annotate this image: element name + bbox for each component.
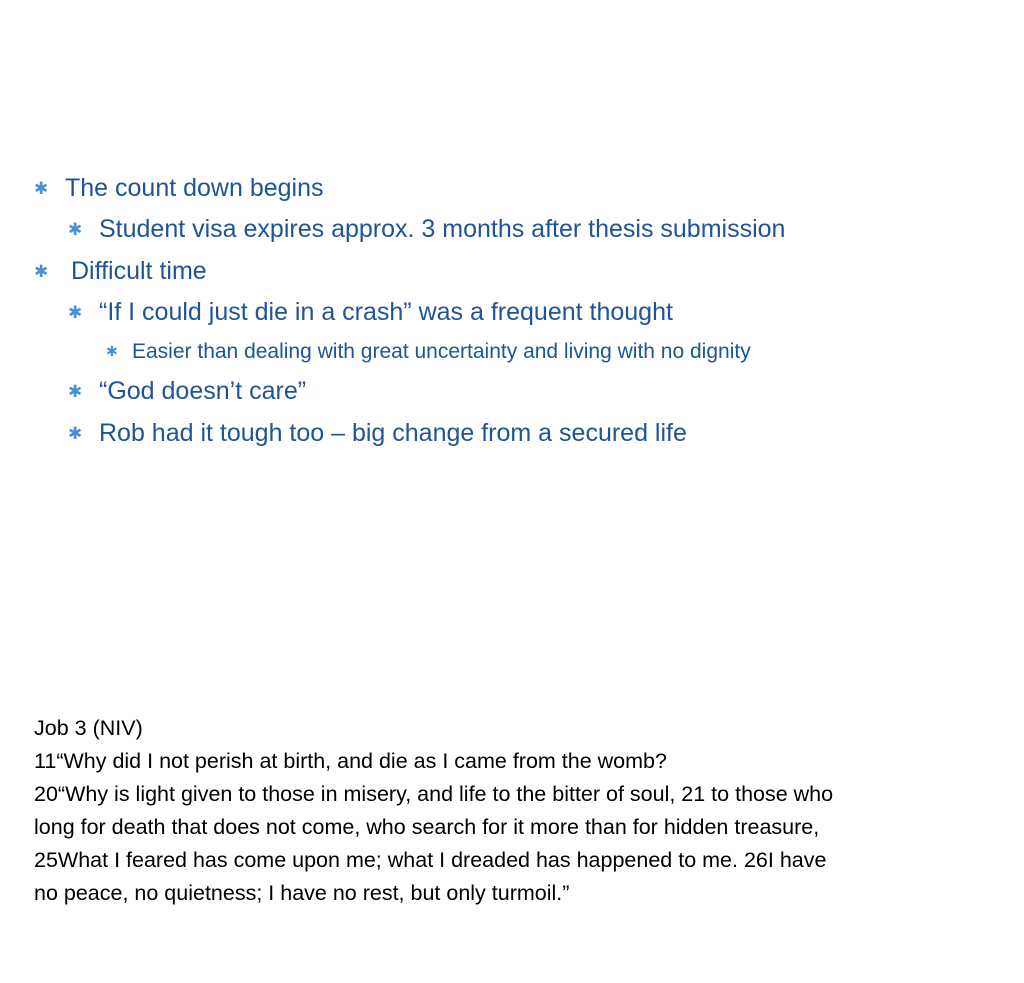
scripture-line: 25What I feared has come upon me; what I dreaded has happened to me. 26I have [34,848,827,872]
asterisk-icon: ✱ [68,423,83,444]
bullet-item [34,257,207,286]
bullet-text: Student visa expires approx. 3 months after thesis submission [99,215,786,243]
bullet-item [68,215,785,244]
bullet-text: Rob had it tough too – big change from a secured life [99,419,687,447]
bullet-text: “If I could just die in a crash” was a frequent thought [99,298,673,326]
asterisk-icon: ✱ [106,344,118,360]
asterisk-icon: ✱ [68,302,83,323]
bullet-text: The count down begins [65,174,324,202]
bullet-text: Difficult time [71,257,207,285]
scripture-line: no peace, no quietness; I have no rest, but only turmoil.” [34,881,570,905]
asterisk-icon: ✱ [68,381,83,402]
asterisk-icon: ✱ [34,261,49,282]
bullet-text: Easier than dealing with great uncertainty and living with no dignity [132,340,751,363]
bullet-item [106,340,751,364]
scripture-line: long for death that does not come, who search for it more than for hidden treasure, [34,815,820,839]
bullet-text: “God doesn’t care” [99,377,307,405]
scripture-heading: Job 3 (NIV) [34,716,143,740]
scripture-passage [34,712,994,910]
asterisk-icon: ✱ [34,178,49,199]
scripture-line: 20“Why is light given to those in misery, and life to the bitter of soul, 21 to those who [34,782,834,806]
asterisk-icon: ✱ [68,219,83,240]
bullet-item [34,174,324,203]
bullet-item [68,419,687,448]
bullet-item [68,298,673,327]
scripture-line: 11“Why did I not perish at birth, and die as I came from the womb? [34,749,667,773]
bullet-item [68,377,306,406]
